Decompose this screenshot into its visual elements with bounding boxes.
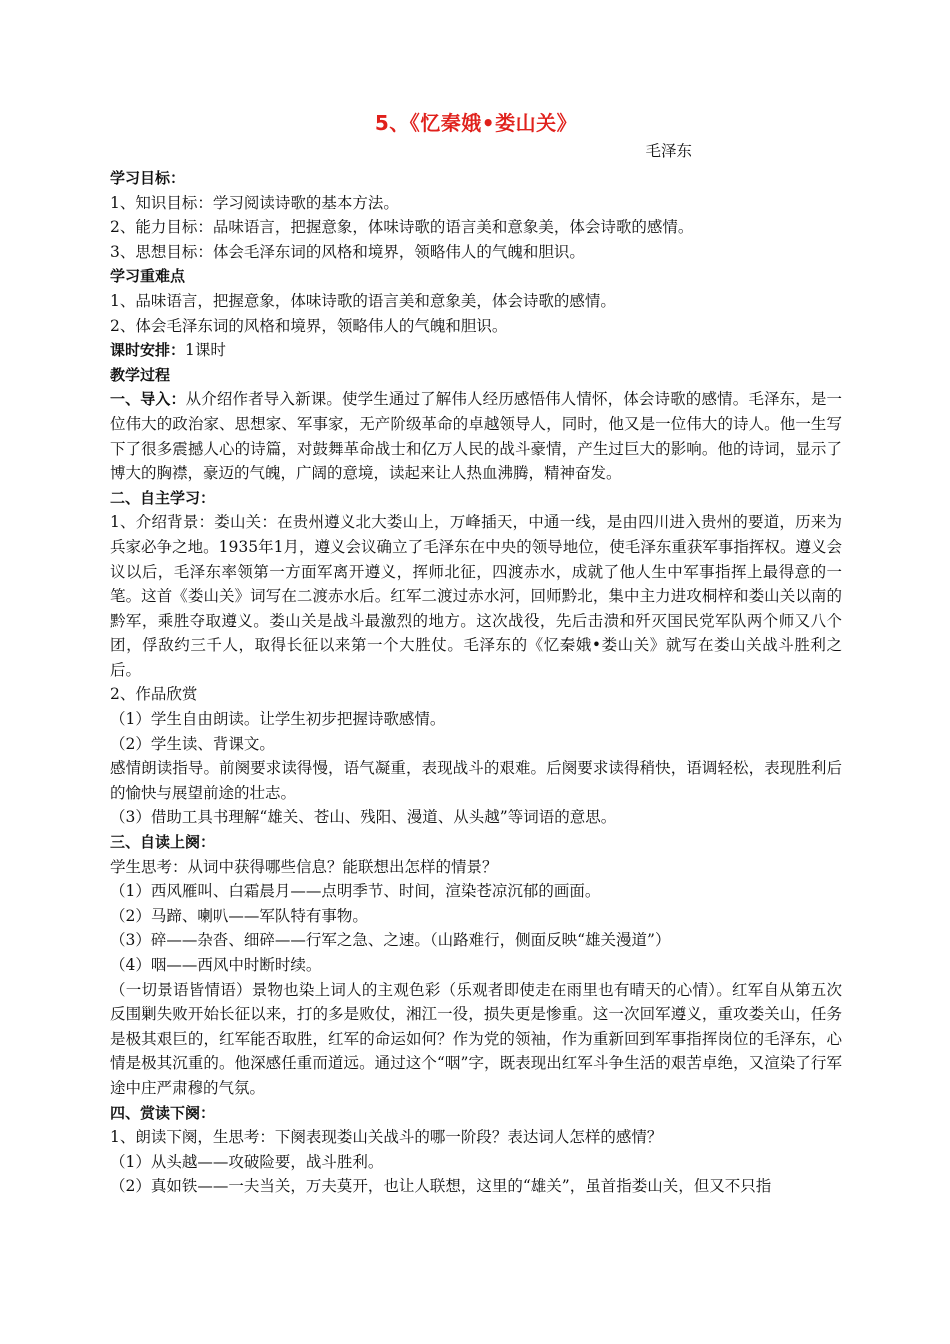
process-heading: 教学过程 bbox=[110, 365, 171, 384]
step-item: （3）借助工具书理解“雄关、苍山、残阳、漫道、从头越”等词语的意思。 bbox=[110, 808, 617, 827]
upper-item: （3）碎——杂沓、细碎——行军之急、之速。（山路难行，侧面反映“雄关漫道”） bbox=[110, 931, 671, 950]
lower-question: 1、朗读下阕，生思考：下阕表现娄山关战斗的哪一阶段？表达词人怎样的感情？ bbox=[110, 1128, 663, 1147]
difficulty-item: 1、品味语言，把握意象，体味诗歌的语言美和意象美，体会诗歌的感情。 bbox=[110, 291, 616, 310]
reading-guide-paragraph: 感情朗读指导。前阕要求读得慢，语气凝重，表现战斗的艰难。后阕要求读得稍快，语调轻松，表现胜利后的愉快与展望前途的壮志。 bbox=[110, 759, 842, 802]
upper-item: （4）咽——西风中时断时续。 bbox=[110, 956, 322, 974]
goal-item: 3、思想目标：体会毛泽东词的风格和境界，领略伟人的气魄和胆识。 bbox=[110, 242, 585, 261]
step-item: （1）学生自由朗读。让学生初步把握诗歌感情。 bbox=[110, 710, 446, 729]
document-page bbox=[110, 108, 842, 1199]
step-item: （2）学生读、背课文。 bbox=[110, 734, 275, 753]
document-title: 5、《忆秦娥•娄山关》 bbox=[374, 111, 578, 135]
intro-text: 从介绍作者导入新课。使学生通过了解伟人经历感悟伟人情怀，体会诗歌的感情。毛泽东，是一位伟大的政治家、思想家、军事家，无产阶级革命的卓越领导人，同时，他又是一位伟大的诗人。他一生写下了很多震撼人心的诗篇，对鼓舞革命战士和亿万人民的战斗豪情，产生过巨大的影响。他的诗词，显示了博大的胸襟，豪迈的气魄，广阔的意境，读起来让人热血沸腾，精神奋发。 bbox=[110, 390, 842, 483]
intro-label: 一、导入： bbox=[110, 390, 186, 409]
lower-item: （2）真如铁——一夫当关，万夫莫开，也让人联想，这里的“雄关”，虽首指娄山关，但又不只指 bbox=[110, 1177, 772, 1196]
difficulty-item: 2、体会毛泽东词的风格和境界，领略伟人的气魄和胆识。 bbox=[110, 316, 508, 335]
background-paragraph: 1、介绍背景：娄山关：在贵州遵义北大娄山上，万峰插天，中通一线，是由四川进入贵州的要道，历来为兵家必争之地。1935年1月，遵义会议确立了毛泽东在中央的领导地位，使毛泽东重获军事指挥权。遵义会议以后，毛泽东率领第一方面军离开遵义，挥师北征，四渡赤水，成就了他人生中军事指挥上最得意的一笔。这首《娄山关》词写在二渡赤水后。红军二渡过赤水河，回师黔北，集中主力进攻桐梓和娄山关以南的黔军，乘胜夺取遵义。娄山关是战斗最激烈的地方。这次战役，先后击溃和歼灭国民党军队两个师又八个团，俘敌约三千人，取得长征以来第一个大胜仗。毛泽东的《忆秦娥•娄山关》就写在娄山关战斗胜利之后。 bbox=[110, 513, 842, 679]
upper-analysis-paragraph: （一切景语皆情语）景物也染上词人的主观色彩（乐观者即使走在雨里也有晴天的心情）。红军自从第五次反围剿失败开始长征以来，打的多是败仗，湘江一役，损失更是惨重。这一次回军遵义，重攻娄关山，任务是极其艰巨的，红军能否取胜，红军的命运如何？作为党的领袖，作为重新回到军事指挥岗位的毛泽东，心情是极其沉重的。他深感任重而道远。通过这个“咽”字，既表现出红军斗争生活的艰苦卓绝，又渲染了行军途中庄严肃穆的气氛。 bbox=[110, 980, 842, 1097]
schedule-line bbox=[110, 338, 842, 363]
lower-heading: 四、赏读下阕： bbox=[110, 1103, 216, 1122]
goal-item: 2、能力目标：品味语言，把握意象，体味诗歌的语言美和意象美，体会诗歌的感情。 bbox=[110, 218, 694, 237]
intro-paragraph bbox=[110, 387, 842, 485]
author-name: 毛泽东 bbox=[645, 142, 692, 160]
upper-question: 学生思考：从词中获得哪些信息？能联想出怎样的情景？ bbox=[110, 857, 498, 876]
upper-heading: 三、自读上阕： bbox=[110, 833, 216, 852]
upper-item: （1）西风雁叫、白霜晨月——点明季节、时间，渲染苍凉沉郁的画面。 bbox=[110, 882, 601, 901]
self-study-heading: 二、自主学习： bbox=[110, 488, 216, 507]
difficulties-heading: 学习重难点 bbox=[110, 267, 186, 286]
lower-item: （1）从头越——攻破险要，战斗胜利。 bbox=[110, 1152, 384, 1171]
goals-heading: 学习目标： bbox=[110, 169, 186, 187]
goal-item: 1、知识目标：学习阅读诗歌的基本方法。 bbox=[110, 193, 399, 212]
schedule-label: 课时安排： bbox=[110, 341, 186, 360]
appreciation-line: 2、作品欣赏 bbox=[110, 685, 198, 704]
upper-item: （2）马蹄、喇叭——军队特有事物。 bbox=[110, 906, 368, 925]
schedule-value: 1课时 bbox=[185, 341, 226, 360]
